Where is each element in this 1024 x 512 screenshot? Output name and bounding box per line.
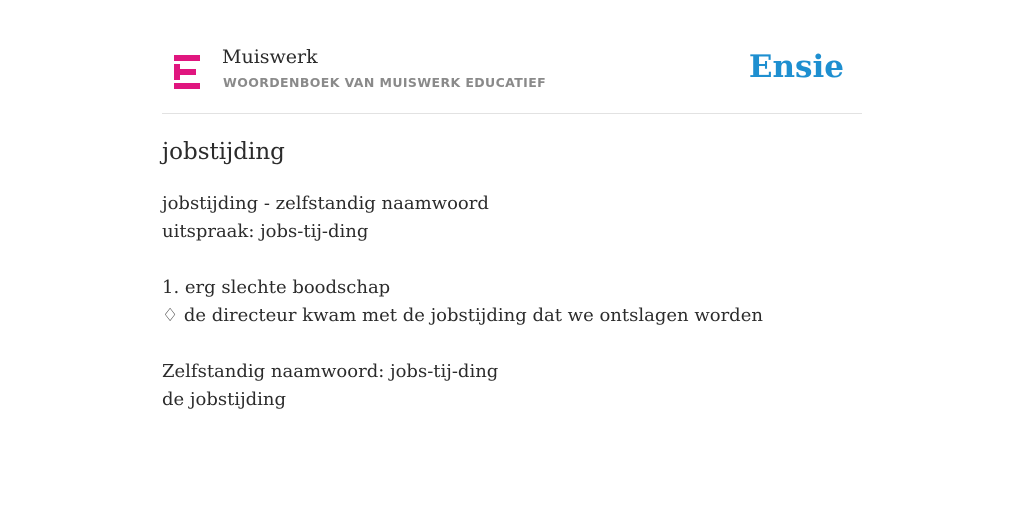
ensie-logo-link[interactable]: Ensie	[748, 49, 844, 85]
definition-body	[162, 190, 862, 414]
header	[162, 40, 862, 114]
blank-line	[162, 330, 862, 358]
page-title: jobstijding	[162, 139, 285, 165]
entry-content	[162, 136, 862, 414]
definition-line: de jobstijding	[162, 389, 287, 410]
brand-name[interactable]: Muiswerk	[222, 46, 318, 68]
definition-line: Zelfstandig naamwoord: jobs-tij-ding	[162, 361, 499, 382]
dictionary-subtitle: WOORDENBOEK VAN MUISWERK EDUCATIEF	[223, 75, 547, 90]
definition-line: 1. erg slechte boodschap	[162, 277, 391, 298]
definition-line: ♢ de directeur kwam met de jobstijding dat we ontslagen worden	[162, 305, 763, 326]
definition-line: uitspraak: jobs-tij-ding	[162, 221, 369, 242]
definition-line: jobstijding - zelfstandig naamwoord	[162, 193, 489, 214]
blank-line	[162, 246, 862, 274]
muiswerk-logo-icon[interactable]	[174, 55, 200, 89]
